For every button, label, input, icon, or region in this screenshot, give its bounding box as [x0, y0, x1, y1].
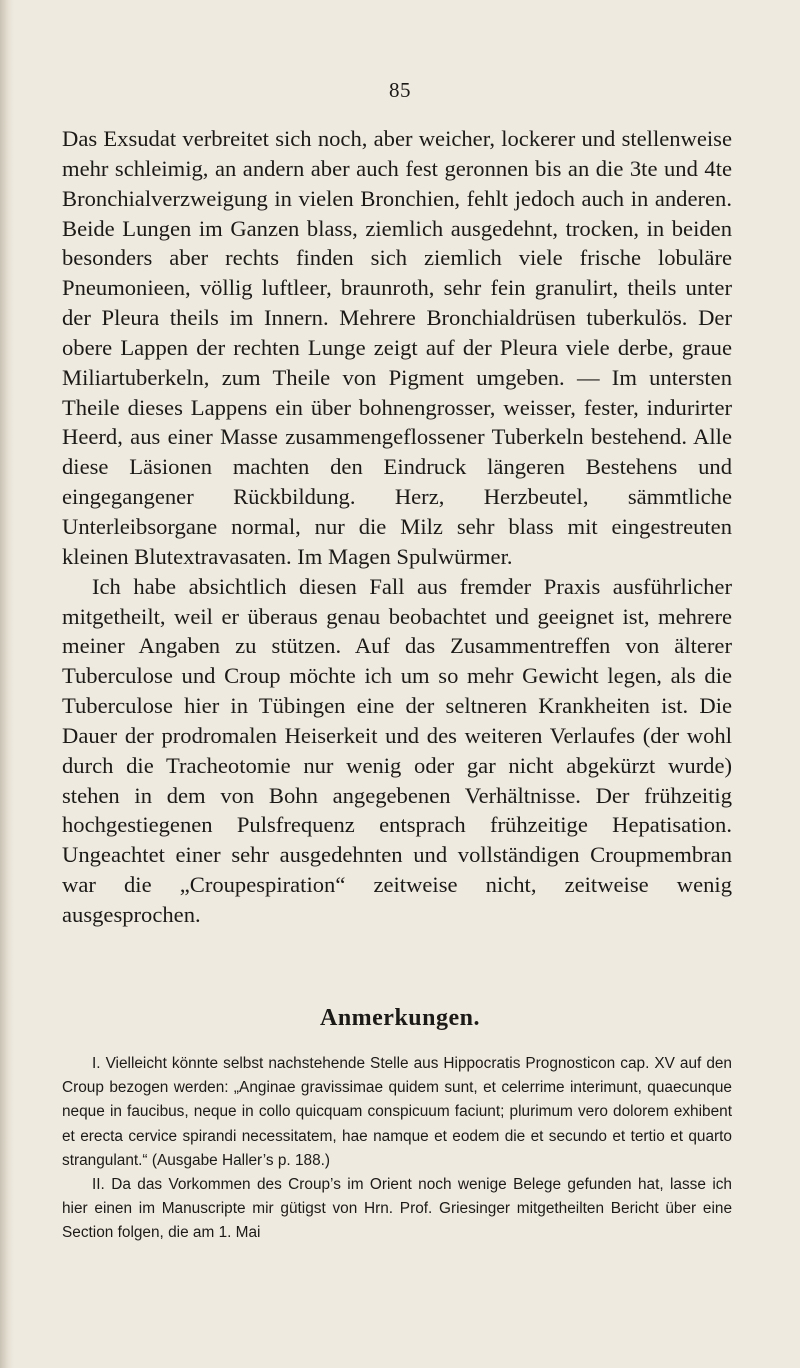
notes-section — [62, 1052, 732, 1246]
body-paragraph: Das Exsudat verbreitet sich noch, aber weicher, lockerer und stellenweise mehr schleimig, an andern aber auch fest geronnen bis an die 3te und 4te Bronchialverzweigung in vielen Bronchien, fehlt jedoch auch in anderen. Beide Lungen im Ganzen blass, ziemlich ausgedehnt, trocken, in beiden besonders aber rechts finden sich ziemlich viele frische lobuläre Pneumonieen, völlig luftleer, braunroth, sehr fein granulirt, theils unter der Pleura theils im Innern. Mehrere Bronchialdrüsen tuberkulös. Der obere Lappen der rechten Lunge zeigt auf der Pleura viele derbe, graue Miliartuberkeln, zum Theile von Pigment umgeben. — Im untersten Theile dieses Lappens ein über bohnengrosser, weisser, fester, indurirter Heerd, aus einer Masse zusammengeflossener Tuberkeln bestehend. Alle diese Läsionen machten den Eindruck längeren Bestehens und eingegangener Rückbildung. Herz, Herzbeutel, sämmtliche Unterleibsorgane normal, nur die Milz sehr blass mit eingestreuten kleinen Blutextravasaten. Im Magen Spulwürmer. — [62, 126, 732, 569]
body-text — [62, 124, 732, 930]
note-item: II. Da das Vorkommen des Croup’s im Orient noch wenige Belege gefunden hat, lasse ich hier einen im Manuscripte mir gütigst von Hrn. Prof. Griesinger mitgetheilten Bericht über eine Section folgen, die am 1. Mai — [62, 1176, 732, 1242]
scan-edge-shadow — [0, 0, 14, 1368]
body-paragraph: Ich habe absichtlich diesen Fall aus fremder Praxis ausführlicher mitgetheilt, weil er überaus genau beobachtet und geeignet ist, mehrere meiner Angaben zu stützen. Auf das Zusammentreffen von älterer Tuberculose und Croup möchte ich um so mehr Gewicht legen, als die Tuberculose hier in Tübingen eine der seltneren Krankheiten ist. Die Dauer der prodromalen Heiserkeit und des weiteren Verlaufes (der wohl durch die Tracheotomie nur wenig oder gar nicht abgekürzt wurde) stehen in dem von Bohn angegebenen Verhältnisse. Der frühzeitig hochgestiegenen Pulsfrequenz entsprach frühzeitige Hepatisation. Ungeachtet einer sehr ausgedehnten und vollständigen Croupmembran war die „Croupespiration“ zeitweise nicht, zeitweise wenig ausgesprochen. — [62, 573, 732, 927]
notes-heading: Anmerkungen. — [319, 1005, 481, 1031]
page-number: 85 — [389, 78, 411, 102]
note-item: I. Vielleicht könnte selbst nachstehende Stelle aus Hippocratis Prognosticon cap. XV auf den Croup bezogen werden: „Anginae gravissimae quidem sunt, et celerrime interimunt, quaecunque neque in faucibus, neque in collo quicquam conspicuum faciunt; plurimum vero dolorem exhibent et erecta cervice spirandi necessitatem, hae namque et eodem die et secundo et tertio et quarto strangulant.“ (Ausgabe Haller’s p. 188.) — [62, 1055, 732, 1169]
